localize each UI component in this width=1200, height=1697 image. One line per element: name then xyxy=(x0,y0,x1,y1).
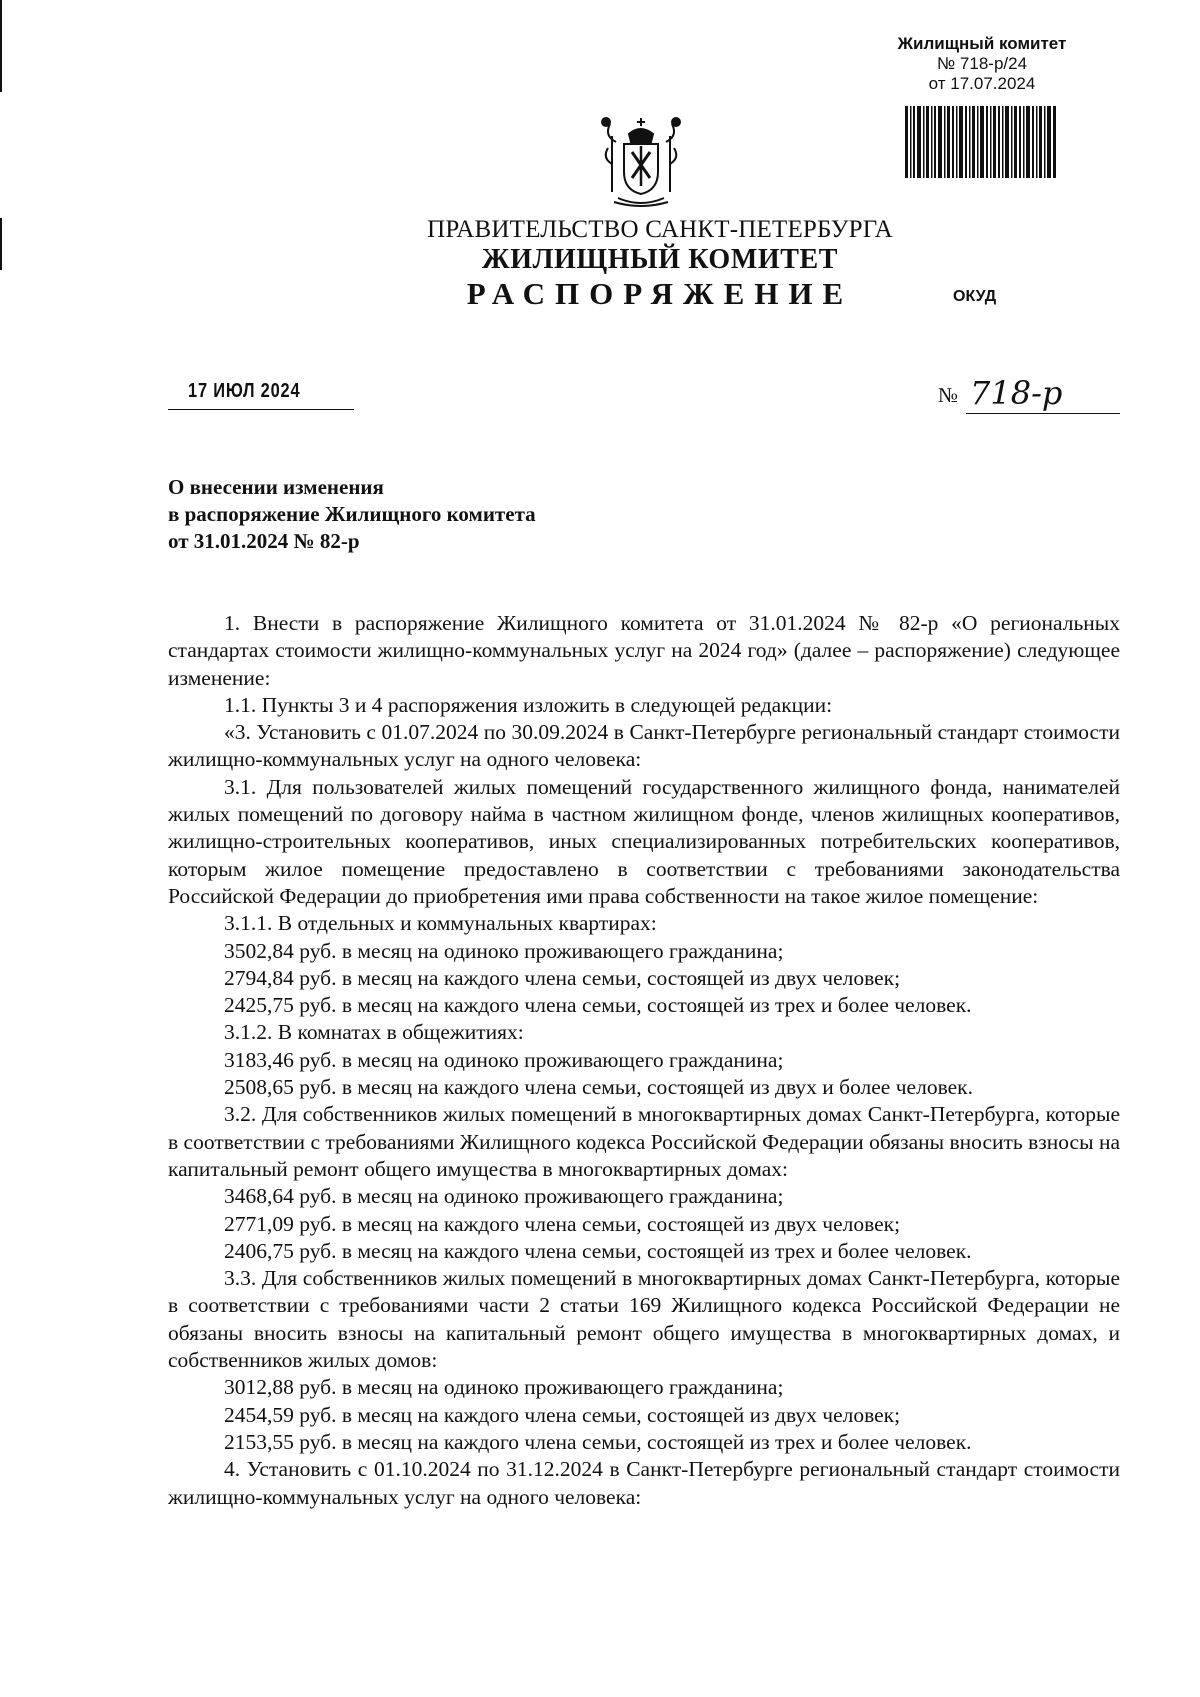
rate-line: 2771,09 руб. в месяц на каждого члена семьи, состоящей из двух человек; xyxy=(224,1211,901,1236)
number-underline xyxy=(966,413,1120,414)
government-heading: ПРАВИТЕЛЬСТВО САНКТ-ПЕТЕРБУРГА xyxy=(427,216,893,243)
rate-line: 2406,75 руб. в месяц на каждого члена семьи, состоящей из трех и более человек. xyxy=(224,1238,972,1263)
paragraph-3-1-1: 3.1.1. В отдельных и коммунальных квартирах: xyxy=(224,911,657,936)
date-stamp: 17 ИЮЛ 2024 xyxy=(188,380,301,402)
rate-line: 2425,75 руб. в месяц на каждого члена семьи, состоящей из трех и более человек. xyxy=(224,993,972,1018)
okud-label: ОКУД xyxy=(953,288,997,305)
subject-block xyxy=(168,474,536,555)
rate-line: 2454,59 руб. в месяц на каждого члена семьи, состоящей из двух человек; xyxy=(224,1402,901,1427)
number-label: № xyxy=(938,383,959,407)
paragraph-3-1: 3.1. Для пользователей жилых помещений государственного жилищного фонда, нанимателей жилых помещений по договору найма в частном жилищном фонде, членов жилищных кооперативов, жилищно-строительных кооперативов, иных специализированных потребительских кооперативов, которым жилое помещение предоставлено в соответствии с требованиями законодательства Российской Федерации до приобретения ими права собственности на такое жилое помещение: xyxy=(168,774,1120,908)
registration-stamp xyxy=(882,34,1082,94)
rate-line: 3468,64 руб. в месяц на одиноко проживающего гражданина; xyxy=(224,1184,784,1209)
committee-heading: ЖИЛИЩНЫЙ КОМИТЕТ xyxy=(481,244,839,275)
date-underline xyxy=(168,409,354,410)
subject-line-1: О внесении изменения xyxy=(168,475,384,499)
paragraph-3-3: 3.3. Для собственников жилых помещений в многоквартирных домах Санкт-Петербурга, которые в соответствии с требованиями части 2 статьи 169 Жилищного кодекса Российской Федерации не обязаны вносить взносы на капитальный ремонт общего имущества в многоквартирных домах, и собственников жилых домов: xyxy=(168,1266,1120,1373)
subject-line-2: в распоряжение Жилищного комитета xyxy=(168,502,536,526)
rate-line: 2508,65 руб. в месяц на каждого члена семьи, состоящей из двух и более человек. xyxy=(224,1075,973,1100)
paragraph-3-2: 3.2. Для собственников жилых помещений в многоквартирных домах Санкт-Петербурга, которые в соответствии с требованиями Жилищного кодекса Российской Федерации обязаны вносить взносы на капитальный ремонт общего имущества в многоквартирных домах: xyxy=(168,1102,1120,1181)
registration-date: от 17.07.2024 xyxy=(928,74,1036,93)
scan-edge-mark-top xyxy=(0,0,2,92)
rate-line: 3183,46 руб. в месяц на одиноко проживающего гражданина; xyxy=(224,1047,784,1072)
paragraph-3: «3. Установить с 01.07.2024 по 30.09.2024 в Санкт-Петербурге региональный стандарт стоимости жилищно-коммунальных услуг на одного человека: xyxy=(168,720,1120,772)
barcode-icon xyxy=(905,106,1057,178)
rate-line: 2794,84 руб. в месяц на каждого члена семьи, состоящей из двух человек; xyxy=(224,965,901,990)
registration-number: № 718-р/24 xyxy=(936,54,1028,73)
coat-of-arms-icon xyxy=(596,112,686,212)
document-type-heading: РАСПОРЯЖЕНИЕ xyxy=(466,276,854,311)
paragraph-1-1: 1.1. Пункты 3 и 4 распоряжения изложить в следующей редакции: xyxy=(224,692,833,717)
paragraph-4: 4. Установить с 01.10.2024 по 31.12.2024 в Санкт-Петербурге региональный стандарт стоимости жилищно-коммунальных услуг на одного человека: xyxy=(168,1457,1120,1509)
paragraph-3-1-2: 3.1.2. В комнатах в общежитиях: xyxy=(224,1020,524,1045)
handwritten-number: 718-р xyxy=(970,374,1063,412)
subject-line-3: от 31.01.2024 № 82-р xyxy=(168,529,360,553)
rate-line: 2153,55 руб. в месяц на каждого члена семьи, состоящей из трех и более человек. xyxy=(224,1429,972,1454)
paragraph-1: 1. Внести в распоряжение Жилищного комитета от 31.01.2024 № 82-р «О региональных стандартах стоимости жилищно-коммунальных услуг на 2024 год» (далее – распоряжение) следующее изменение: xyxy=(168,611,1120,690)
registration-org: Жилищный комитет xyxy=(897,34,1067,53)
document-body xyxy=(168,610,1120,1511)
rate-line: 3012,88 руб. в месяц на одиноко проживающего гражданина; xyxy=(224,1375,784,1400)
rate-line: 3502,84 руб. в месяц на одиноко проживающего гражданина; xyxy=(224,938,784,963)
